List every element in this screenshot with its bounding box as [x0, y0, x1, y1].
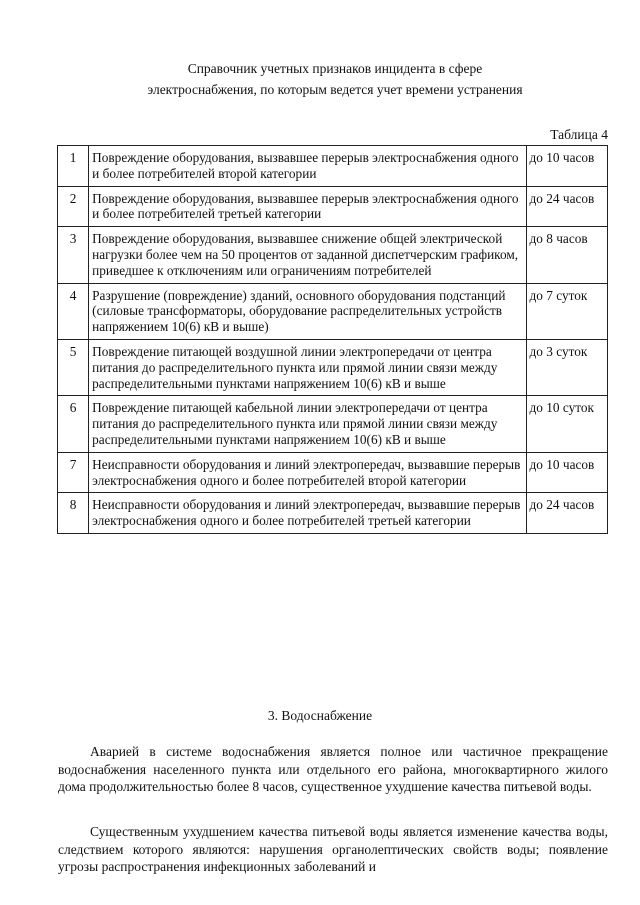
row-time-limit: до 8 часов	[526, 227, 607, 283]
row-time-limit: до 10 часов	[526, 452, 607, 493]
row-number: 4	[58, 283, 89, 339]
row-number: 8	[58, 493, 89, 534]
row-description: Повреждение оборудования, вызвавшее перерыв электроснабжения одного и более потребителей второй категории	[89, 146, 526, 187]
row-number: 5	[58, 339, 89, 395]
table-row	[58, 339, 608, 395]
row-time-limit: до 3 суток	[526, 339, 607, 395]
table-row	[58, 146, 608, 187]
document-title	[60, 58, 610, 100]
row-time-limit: до 10 суток	[526, 396, 607, 452]
body-paragraph: Аварией в системе водоснабжения является полное или частичное прекращение водоснабжения населенного пункта или отдельного его района, многоквартирного жилого дома продолжительностью более 8 часов, существенное ухудшение качества питьевой воды.	[58, 744, 608, 794]
row-description: Повреждение оборудования, вызвавшее перерыв электроснабжения одного и более потребителей третьей категории	[89, 186, 526, 227]
row-time-limit: до 24 часов	[526, 186, 607, 227]
section-heading: 3. Водоснабжение	[267, 708, 373, 723]
row-description: Разрушение (повреждение) зданий, основного оборудования подстанций (силовые трансформаторы, оборудование распределительных устройств напряжением 10(6) кВ и выше)	[89, 283, 526, 339]
title-line-2: электроснабжения, по которым ведется учет времени устранения	[147, 82, 523, 97]
title-line-1: Справочник учетных признаков инцидента в сфере	[187, 61, 483, 76]
row-description: Повреждение питающей кабельной линии электропередачи от центра питания до распределительного пункта или прямой линии связи между распределительными пунктами напряжением 10(6) кВ и выше	[89, 396, 526, 452]
row-number: 1	[58, 146, 89, 187]
table-row	[58, 283, 608, 339]
incident-table	[57, 145, 608, 534]
row-description: Повреждение питающей воздушной линии электропередачи от центра питания до распределительного пункта или прямой линии связи между распределительными пунктами напряжением 10(6) кВ и выше	[89, 339, 526, 395]
table-row	[58, 396, 608, 452]
row-description: Неисправности оборудования и линий электропередач, вызвавшие перерыв электроснабжения одного и более потребителей второй категории	[89, 452, 526, 493]
row-description: Неисправности оборудования и линий электропередач, вызвавшие перерыв электроснабжения одного и более потребителей третьей категории	[89, 493, 526, 534]
body-paragraph: Существенным ухудшением качества питьевой воды является изменение качества воды, следствием которого являются: нарушения органолептических свойств воды; появление угрозы распространения инфекционных заболеваний и	[58, 824, 608, 874]
row-time-limit: до 7 суток	[526, 283, 607, 339]
row-description: Повреждение оборудования, вызвавшее снижение общей электрической нагрузки более чем на 50 процентов от заданной диспетчерским графиком, приведшее к отключениям или ограничениям потребителей	[89, 227, 526, 283]
table-row	[58, 227, 608, 283]
table-row	[58, 186, 608, 227]
row-time-limit: до 10 часов	[526, 146, 607, 187]
row-number: 3	[58, 227, 89, 283]
table-row	[58, 452, 608, 493]
table-row	[58, 493, 608, 534]
row-number: 6	[58, 396, 89, 452]
row-time-limit: до 24 часов	[526, 493, 607, 534]
row-number: 7	[58, 452, 89, 493]
table-label: Таблица 4	[550, 127, 608, 142]
row-number: 2	[58, 186, 89, 227]
